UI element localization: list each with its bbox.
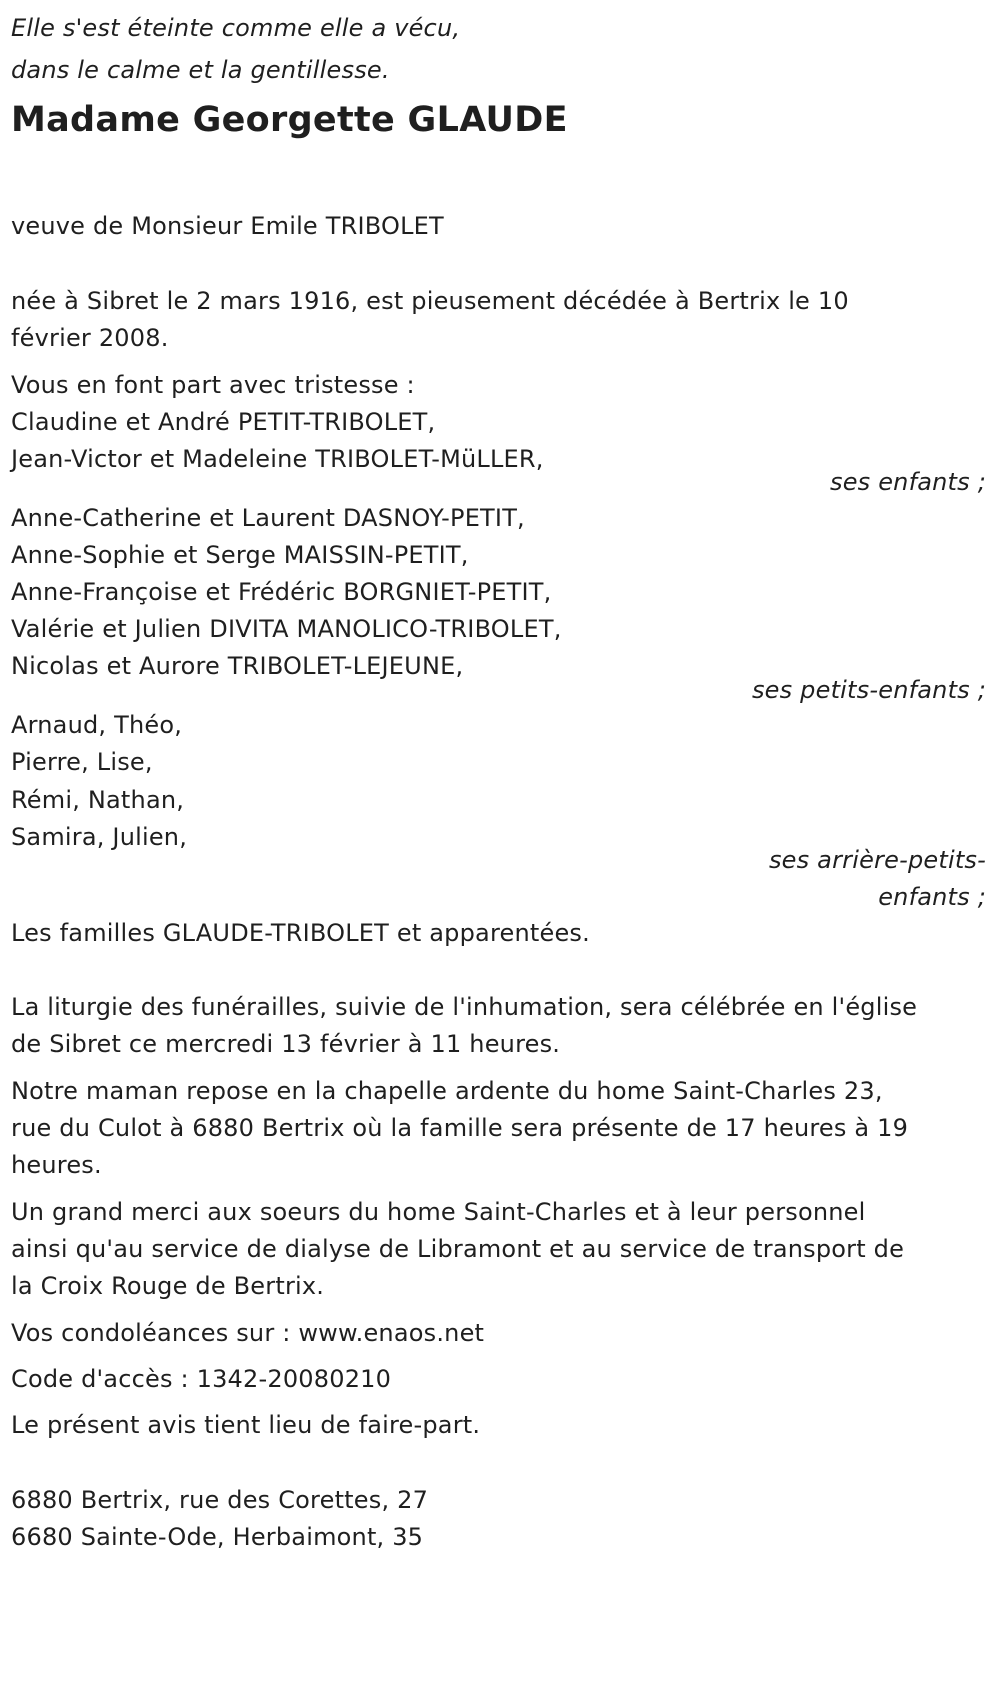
liturgy-line-2: de Sibret ce mercredi 13 février à 11 heures. bbox=[11, 1030, 561, 1058]
great-grandchildren-role-line-2: enfants ; bbox=[878, 883, 986, 911]
child-name: Claudine et André PETIT-TRIBOLET, bbox=[11, 408, 436, 436]
thanks-line-1: Un grand merci aux soeurs du home Saint-Charles et à leur personnel bbox=[11, 1198, 866, 1226]
access-code-line: Code d'accès : 1342-20080210 bbox=[11, 1365, 392, 1393]
great-grandchild-names: Arnaud, Théo, bbox=[11, 711, 183, 739]
grandchildren-role: ses petits-enfants ; bbox=[751, 676, 986, 704]
address-line: 6680 Sainte-Ode, Herbaimont, 35 bbox=[11, 1523, 424, 1551]
thanks-line-3: la Croix Rouge de Bertrix. bbox=[11, 1272, 325, 1300]
chapel-line-3: heures. bbox=[11, 1151, 102, 1179]
thanks-line-2: ainsi qu'au service de dialyse de Libramont et au service de transport de bbox=[11, 1235, 905, 1263]
birth-death-line-2: février 2008. bbox=[11, 324, 169, 352]
grandchild-name: Anne-Catherine et Laurent DASNOY-PETIT, bbox=[11, 504, 525, 532]
children-role: ses enfants ; bbox=[830, 468, 986, 496]
liturgy-line-1: La liturgie des funérailles, suivie de l'inhumation, sera célébrée en l'église bbox=[11, 993, 918, 1021]
quote-line-2: dans le calme et la gentillesse. bbox=[11, 56, 390, 84]
grandchild-name: Nicolas et Aurore TRIBOLET-LEJEUNE, bbox=[11, 652, 464, 680]
condolences-line: Vos condoléances sur : www.enaos.net bbox=[11, 1319, 485, 1347]
grandchild-name: Anne-Françoise et Frédéric BORGNIET-PETIT, bbox=[11, 578, 552, 606]
announce-line: Vous en font part avec tristesse : bbox=[11, 371, 415, 399]
great-grandchild-names: Samira, Julien, bbox=[11, 823, 188, 851]
child-name: Jean-Victor et Madeleine TRIBOLET-MüLLER, bbox=[11, 445, 544, 473]
quote-line-1: Elle s'est éteinte comme elle a vécu, bbox=[11, 14, 461, 42]
great-grandchild-names: Pierre, Lise, bbox=[11, 748, 153, 776]
notice-line: Le présent avis tient lieu de faire-part. bbox=[11, 1411, 481, 1439]
families-line: Les familles GLAUDE-TRIBOLET et apparentées. bbox=[11, 919, 590, 947]
address-line: 6880 Bertrix, rue des Corettes, 27 bbox=[11, 1486, 429, 1514]
great-grandchildren-role-line-1: ses arrière-petits- bbox=[768, 846, 986, 874]
birth-death-line-1: née à Sibret le 2 mars 1916, est pieusement décédée à Bertrix le 10 bbox=[11, 287, 849, 315]
chapel-line-1: Notre maman repose en la chapelle ardente du home Saint-Charles 23, bbox=[11, 1077, 883, 1105]
widow-of-line: veuve de Monsieur Emile TRIBOLET bbox=[11, 212, 444, 240]
grandchild-name: Valérie et Julien DIVITA MANOLICO-TRIBOLET, bbox=[11, 615, 562, 643]
grandchild-name: Anne-Sophie et Serge MAISSIN-PETIT, bbox=[11, 541, 469, 569]
chapel-line-2: rue du Culot à 6880 Bertrix où la famille sera présente de 17 heures à 19 bbox=[11, 1114, 909, 1142]
great-grandchild-names: Rémi, Nathan, bbox=[11, 786, 185, 814]
deceased-name-title: Madame Georgette GLAUDE bbox=[11, 100, 568, 140]
